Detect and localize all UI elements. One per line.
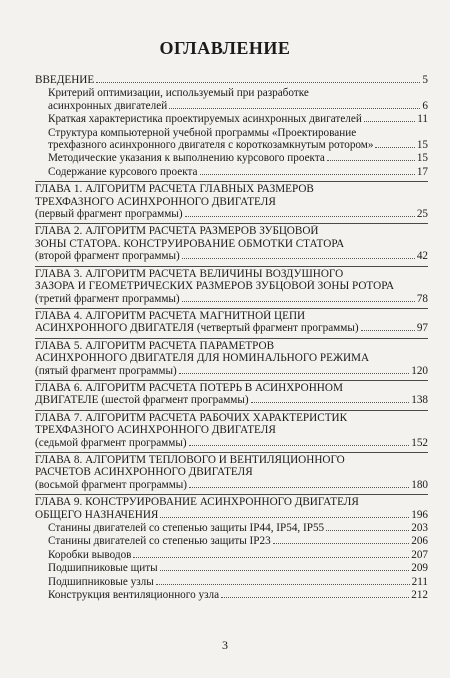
toc-subentry[interactable] xyxy=(35,127,428,153)
dot-leader xyxy=(221,597,409,598)
toc-subentry[interactable] xyxy=(35,152,428,165)
toc-entry-line: ГЛАВА 1. АЛГОРИТМ РАСЧЕТА ГЛАВНЫХ РАЗМЕРОВ xyxy=(35,183,314,196)
toc-subentry[interactable] xyxy=(35,589,428,602)
toc-entry-text: (первый фрагмент программы) xyxy=(35,208,183,221)
dot-leader xyxy=(179,373,409,374)
toc-entry-text: (седьмой фрагмент программы) xyxy=(35,436,187,449)
dot-leader xyxy=(327,160,415,161)
dot-leader xyxy=(364,121,415,122)
toc-chapter-entry[interactable] xyxy=(35,183,428,221)
toc-chapter-entry[interactable] xyxy=(35,74,428,87)
toc-page-number: 11 xyxy=(417,113,428,126)
toc-subentry[interactable] xyxy=(35,113,428,126)
toc-subentry[interactable] xyxy=(35,562,428,575)
dot-leader xyxy=(200,174,415,175)
toc-entry-text: ВВЕДЕНИЕ xyxy=(35,74,95,86)
dot-leader xyxy=(96,82,420,83)
toc-page-number: 138 xyxy=(411,394,428,407)
dot-leader xyxy=(160,570,410,571)
toc-entry-text: трехфазного асинхронного двигателя с короткозамкнутым ротором» xyxy=(48,139,374,152)
dot-leader xyxy=(273,543,410,544)
toc-entry-text: Подшипниковые узлы xyxy=(48,575,154,588)
toc-entry-line: ГЛАВА 7. АЛГОРИТМ РАСЧЕТА РАБОЧИХ ХАРАКТЕРИСТИК xyxy=(35,411,348,424)
toc-entry-text: Станины двигателей со степенью защиты IP44, IP54, IP55 xyxy=(48,522,325,534)
toc-entry-line: ТРЕХФАЗНОГО АСИНХРОННОГО ДВИГАТЕЛЯ xyxy=(35,424,276,437)
toc-subentry[interactable] xyxy=(35,166,428,179)
toc-entry-text: ДВИГАТЕЛЕ (шестой фрагмент программы) xyxy=(35,394,249,407)
toc-entry-text: (пятый фрагмент программы) xyxy=(35,364,177,377)
toc-page-number: 211 xyxy=(411,575,428,588)
dot-leader xyxy=(375,147,414,148)
toc-page-number: 212 xyxy=(411,589,428,602)
toc-subentry[interactable] xyxy=(35,549,428,562)
toc-subentry[interactable] xyxy=(35,522,428,535)
toc-page-number: 78 xyxy=(416,292,428,305)
toc-entry-line: Критерий оптимизации, используемый при разработке xyxy=(48,87,309,100)
toc-entry-text: АСИНХРОННОГО ДВИГАТЕЛЯ (четвертый фрагмент программы) xyxy=(35,322,359,335)
chapter-divider xyxy=(35,266,428,267)
toc-chapter-entry[interactable] xyxy=(35,268,428,306)
dot-leader xyxy=(251,402,410,403)
toc-page-number: 152 xyxy=(411,436,428,449)
toc-page-number: 209 xyxy=(411,562,428,575)
chapter-divider xyxy=(35,410,428,411)
toc-subentry[interactable] xyxy=(35,87,428,113)
toc-page-number: 203 xyxy=(411,522,428,534)
toc-subentry[interactable] xyxy=(35,535,428,548)
toc-page-number: 206 xyxy=(411,535,428,548)
toc-entry-text: (третий фрагмент программы) xyxy=(35,292,180,305)
chapter-divider xyxy=(35,494,428,495)
toc-page-number: 180 xyxy=(411,478,428,491)
toc-entry-line: РАСЧЕТОВ АСИНХРОННОГО ДВИГАТЕЛЯ xyxy=(35,466,253,479)
toc-chapter-entry[interactable] xyxy=(35,225,428,263)
dot-leader xyxy=(185,216,415,217)
toc-page-number: 25 xyxy=(416,208,428,221)
toc-entry-line: ГЛАВА 6. АЛГОРИТМ РАСЧЕТА ПОТЕРЬ В АСИНХРОННОМ xyxy=(35,381,343,394)
toc-chapter-entry[interactable] xyxy=(35,340,428,378)
toc-entry-text: Краткая характеристика проектируемых асинхронных двигателей xyxy=(48,113,362,126)
page-number: 3 xyxy=(222,638,228,652)
table-of-contents xyxy=(35,70,428,602)
toc-chapter-entry[interactable] xyxy=(35,496,428,522)
dot-leader xyxy=(326,530,409,531)
dot-leader xyxy=(361,330,415,331)
toc-entry-line: Структура компьютерной учебной программы «Проектирование xyxy=(48,126,357,139)
toc-entry-line: ЗОНЫ СТАТОРА. КОНСТРУИРОВАНИЕ ОБМОТКИ СТАТОРА xyxy=(35,237,345,250)
toc-chapter-entry[interactable] xyxy=(35,382,428,408)
chapter-divider xyxy=(35,338,428,339)
toc-entry-text: (восьмой фрагмент программы) xyxy=(35,478,188,491)
toc-page-number: 207 xyxy=(411,548,428,561)
toc-page-number: 15 xyxy=(416,139,428,152)
dot-leader xyxy=(160,517,409,518)
toc-chapter-entry[interactable] xyxy=(35,412,428,450)
toc-page-number: 15 xyxy=(416,152,428,165)
toc-entry-text: Методические указания к выполнению курсового проекта xyxy=(48,152,325,165)
toc-entry-line: ТРЕХФАЗНОГО АСИНХРОННОГО ДВИГАТЕЛЯ xyxy=(35,195,276,208)
toc-entry-line: ЗАЗОРА И ГЕОМЕТРИЧЕСКИХ РАЗМЕРОВ ЗУБЦОВОЙ ЗОНЫ РОТОРА xyxy=(35,280,395,293)
chapter-divider xyxy=(35,181,428,182)
toc-entry-text: Конструкция вентиляционного узла xyxy=(48,589,220,602)
toc-entry-line: ГЛАВА 9. КОНСТРУИРОВАНИЕ АСИНХРОННОГО ДВИГАТЕЛЯ xyxy=(35,496,359,509)
toc-page-number: 120 xyxy=(411,364,428,377)
dot-leader xyxy=(133,557,409,558)
toc-page-number: 6 xyxy=(422,99,428,112)
chapter-divider xyxy=(35,223,428,224)
chapter-divider xyxy=(35,308,428,309)
toc-entry-line: ГЛАВА 3. АЛГОРИТМ РАСЧЕТА ВЕЛИЧИНЫ ВОЗДУШНОГО xyxy=(35,267,344,280)
toc-entry-line: ГЛАВА 8. АЛГОРИТМ ТЕПЛОВОГО И ВЕНТИЛЯЦИОННОГО xyxy=(35,453,345,466)
toc-entry-text: Коробки выводов xyxy=(48,548,132,561)
chapter-divider xyxy=(35,380,428,381)
toc-entry-text: (второй фрагмент программы) xyxy=(35,250,180,263)
toc-entry-line: ГЛАВА 5. АЛГОРИТМ РАСЧЕТА ПАРАМЕТРОВ xyxy=(35,339,275,352)
toc-entry-text: ОБЩЕГО НАЗНАЧЕНИЯ xyxy=(35,508,159,521)
toc-page-number: 17 xyxy=(416,165,428,178)
toc-entry-text: Содержание курсового проекта xyxy=(48,165,198,178)
toc-entry-line: ГЛАВА 2. АЛГОРИТМ РАСЧЕТА РАЗМЕРОВ ЗУБЦОВОЙ xyxy=(35,225,319,238)
toc-entry-text: Подшипниковые щиты xyxy=(48,562,158,575)
toc-page-number: 97 xyxy=(416,322,428,335)
dot-leader xyxy=(189,445,410,446)
toc-entry-line: ГЛАВА 4. АЛГОРИТМ РАСЧЕТА МАГНИТНОЙ ЦЕПИ xyxy=(35,309,306,322)
dot-leader xyxy=(182,301,415,302)
page-title: ОГЛАВЛЕНИЕ xyxy=(159,38,291,58)
toc-page-number: 42 xyxy=(416,250,428,263)
dot-leader xyxy=(182,258,415,259)
toc-chapter-entry[interactable] xyxy=(35,454,428,492)
toc-entry-text: Станины двигателей со степенью защиты IP23 xyxy=(48,535,271,548)
dot-leader xyxy=(169,108,420,109)
toc-page-number: 196 xyxy=(411,508,428,521)
toc-page-number: 5 xyxy=(422,74,428,86)
toc-subentry[interactable] xyxy=(35,576,428,589)
toc-entry-text: асинхронных двигателей xyxy=(48,99,168,112)
dot-leader xyxy=(156,584,410,585)
toc-chapter-entry[interactable] xyxy=(35,310,428,336)
chapter-divider xyxy=(35,452,428,453)
toc-entry-line: АСИНХРОННОГО ДВИГАТЕЛЯ ДЛЯ НОМИНАЛЬНОГО РЕЖИМА xyxy=(35,352,370,365)
dot-leader xyxy=(189,487,409,488)
